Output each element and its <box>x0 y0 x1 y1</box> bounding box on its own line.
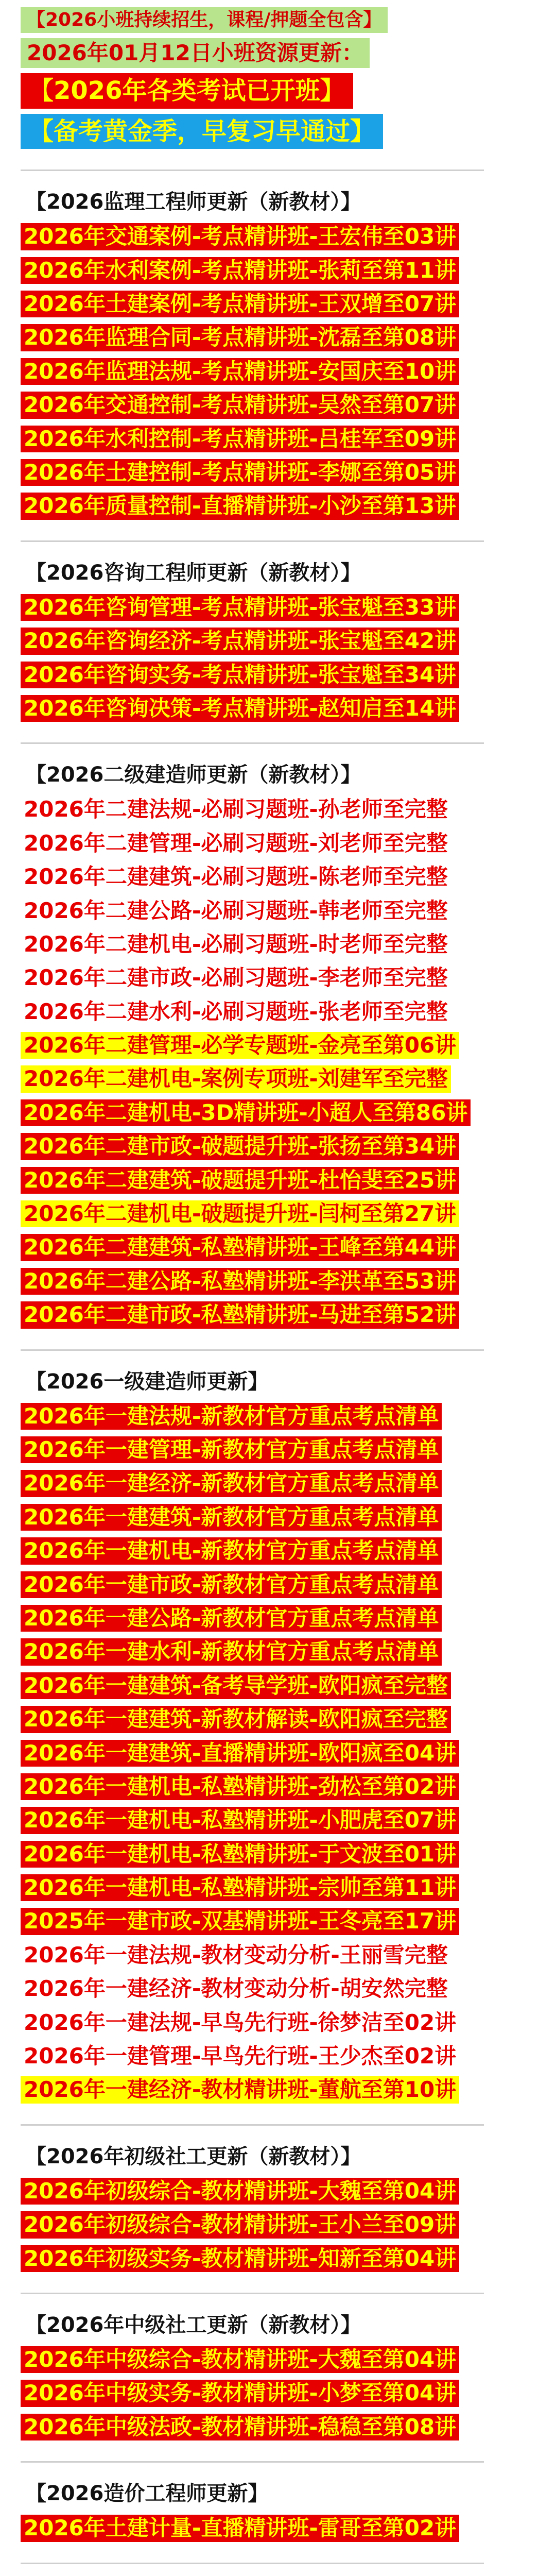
section-divider <box>21 170 484 171</box>
course-item: 2026年土建案例-考点精讲班-王双增至07讲 <box>21 291 459 317</box>
course-item: 2026年一建管理-新教材官方重点考点清单 <box>21 1436 442 1463</box>
course-item: 2026年一建法规-新教材官方重点考点清单 <box>21 1403 442 1430</box>
course-item: 2026年初级综合-教材精讲班-王小兰至09讲 <box>21 2211 459 2238</box>
course-item: 2026年一建机电-私塾精讲班-小肥虎至07讲 <box>21 1807 459 1834</box>
course-item: 2026年一建公路-新教材官方重点考点清单 <box>21 1605 442 1632</box>
course-item: 2026年一建建筑-直播精讲班-欧阳疯至04讲 <box>21 1740 459 1767</box>
section-title: 【2026二级建造师更新（新教材）】 <box>26 763 361 787</box>
course-item: 2026年一建机电-私塾精讲班-于文波至01讲 <box>21 1841 459 1868</box>
header-banner: 2026年01月12日小班资源更新： <box>21 38 370 68</box>
course-item: 2026年一建市政-新教材官方重点考点清单 <box>21 1571 442 1598</box>
section-divider <box>21 2293 484 2294</box>
course-item: 2026年咨询实务-考点精讲班-张宝魁至34讲 <box>21 662 459 688</box>
course-item: 2026年咨询决策-考点精讲班-赵知启至14讲 <box>21 695 459 722</box>
course-item: 2026年二建机电-必刷习题班-时老师至完整 <box>24 931 448 957</box>
header-banner: 【2026年各类考试已开班】 <box>21 73 353 109</box>
course-item: 2026年土建控制-考点精讲班-李娜至第05讲 <box>21 459 459 486</box>
section-title: 【2026年中级社工更新（新教材）】 <box>26 2313 361 2337</box>
course-item: 2026年初级实务-教材精讲班-知新至第04讲 <box>21 2245 459 2272</box>
section-title: 【2026一级建造师更新】 <box>26 1369 269 1394</box>
section-divider <box>21 2563 484 2564</box>
course-item: 2026年二建管理-必学专题班-金亮至第06讲 <box>21 1032 459 1059</box>
course-item: 2026年咨询经济-考点精讲班-张宝魁至42讲 <box>21 628 459 654</box>
section-divider <box>21 2461 484 2463</box>
section-title: 【2026年初级社工更新（新教材）】 <box>26 2144 361 2168</box>
course-item: 2026年水利案例-考点精讲班-张莉至第11讲 <box>21 257 459 284</box>
course-item: 2026年监理法规-考点精讲班-安国庆至10讲 <box>21 358 459 385</box>
course-item: 2026年中级法政-教材精讲班-稳稳至第08讲 <box>21 2414 459 2441</box>
course-item: 2026年二建公路-私塾精讲班-李洪革至53讲 <box>21 1268 459 1295</box>
course-item: 2026年交通案例-考点精讲班-王宏伟至03讲 <box>21 223 459 250</box>
header-banners <box>21 7 535 149</box>
course-item: 2025年一建市政-双基精讲班-王冬亮至17讲 <box>21 1908 459 1935</box>
course-section <box>21 2293 535 2441</box>
course-section <box>21 170 535 520</box>
section-divider <box>21 742 484 744</box>
course-item: 2026年质量控制-直播精讲班-小沙至第13讲 <box>21 493 459 519</box>
course-item: 2026年二建市政-必刷习题班-李老师至完整 <box>24 965 448 991</box>
course-item: 2026年监理合同-考点精讲班-沈磊至第08讲 <box>21 324 459 351</box>
course-section <box>21 742 535 1328</box>
course-item: 2026年中级实务-教材精讲班-小梦至第04讲 <box>21 2380 459 2406</box>
course-item: 2026年一建机电-私塾精讲班-劲松至第02讲 <box>21 1773 459 1800</box>
course-item: 2026年一建法规-教材变动分析-王丽雪完整 <box>24 1942 448 1968</box>
course-section <box>21 2124 535 2272</box>
course-item: 2026年二建建筑-私塾精讲班-王峰至第44讲 <box>21 1234 459 1261</box>
course-item: 2026年二建公路-必刷习题班-韩老师至完整 <box>24 897 448 923</box>
course-item: 2026年初级综合-教材精讲班-大魏至第04讲 <box>21 2178 459 2205</box>
course-section <box>21 2461 535 2541</box>
course-item: 2026年二建水利-必刷习题班-张老师至完整 <box>24 998 448 1024</box>
section-divider <box>21 1349 484 1351</box>
course-item: 2026年一建建筑-新教材官方重点考点清单 <box>21 1504 442 1531</box>
course-item: 2026年二建法规-必刷习题班-孙老师至完整 <box>24 796 448 822</box>
content-sections <box>21 170 535 2576</box>
course-item: 2026年一建经济-教材精讲班-董航至第10讲 <box>21 2076 459 2103</box>
course-item: 2026年一建经济-新教材官方重点考点清单 <box>21 1470 442 1497</box>
course-item: 2026年中级综合-教材精讲班-大魏至第04讲 <box>21 2346 459 2373</box>
course-item: 2026年一建经济-教材变动分析-胡安然完整 <box>24 1976 448 2002</box>
section-title: 【2026造价工程师更新】 <box>26 2482 269 2506</box>
course-item: 2026年二建机电-破题提升班-闫柯至第27讲 <box>21 1200 459 1227</box>
course-item: 2026年一建建筑-备考导学班-欧阳疯至完整 <box>21 1672 451 1699</box>
course-item: 2026年二建机电-3D精讲班-小超人至第86讲 <box>21 1099 471 1126</box>
course-item: 2026年土建计量-直播精讲班-雷哥至第02讲 <box>21 2515 459 2541</box>
section-title: 【2026监理工程师更新（新教材）】 <box>26 190 361 214</box>
section-divider <box>21 540 484 542</box>
course-item: 2026年水利控制-考点精讲班-吕桂军至09讲 <box>21 426 459 452</box>
course-item: 2026年二建市政-私塾精讲班-马进至第52讲 <box>21 1301 459 1328</box>
course-item: 2026年一建机电-私塾精讲班-宗帅至第11讲 <box>21 1874 459 1901</box>
course-item: 2026年一建法规-早鸟先行班-徐梦洁至02讲 <box>24 2009 457 2035</box>
course-section <box>21 2563 535 2576</box>
course-item: 2026年一建机电-新教材官方重点考点清单 <box>21 1537 442 1564</box>
course-section <box>21 1349 535 2104</box>
course-item: 2026年二建建筑-破题提升班-杜怡斐至25讲 <box>21 1167 459 1194</box>
course-item: 2026年二建管理-必刷习题班-刘老师至完整 <box>24 830 448 856</box>
course-item: 2026年二建机电-案例专项班-刘建军至完整 <box>21 1065 451 1092</box>
course-item: 2026年二建建筑-必刷习题班-陈老师至完整 <box>24 864 448 890</box>
course-item: 2026年一建建筑-新教材解读-欧阳疯至完整 <box>21 1706 451 1733</box>
course-item: 2026年二建市政-破题提升班-张扬至第34讲 <box>21 1133 459 1160</box>
course-item: 2026年一建管理-早鸟先行班-王少杰至02讲 <box>24 2043 457 2069</box>
course-item: 2026年咨询管理-考点精讲班-张宝魁至33讲 <box>21 594 459 621</box>
section-divider <box>21 2124 484 2126</box>
header-banner: 【备考黄金季，早复习早通过】 <box>21 114 383 149</box>
course-item: 2026年交通控制-考点精讲班-吴然至第07讲 <box>21 392 459 418</box>
course-item: 2026年一建水利-新教材官方重点考点清单 <box>21 1638 442 1665</box>
header-banner: 【2026小班持续招生，课程/押题全包含】 <box>21 7 388 33</box>
course-section <box>21 540 535 722</box>
section-title: 【2026咨询工程师更新（新教材）】 <box>26 561 361 585</box>
